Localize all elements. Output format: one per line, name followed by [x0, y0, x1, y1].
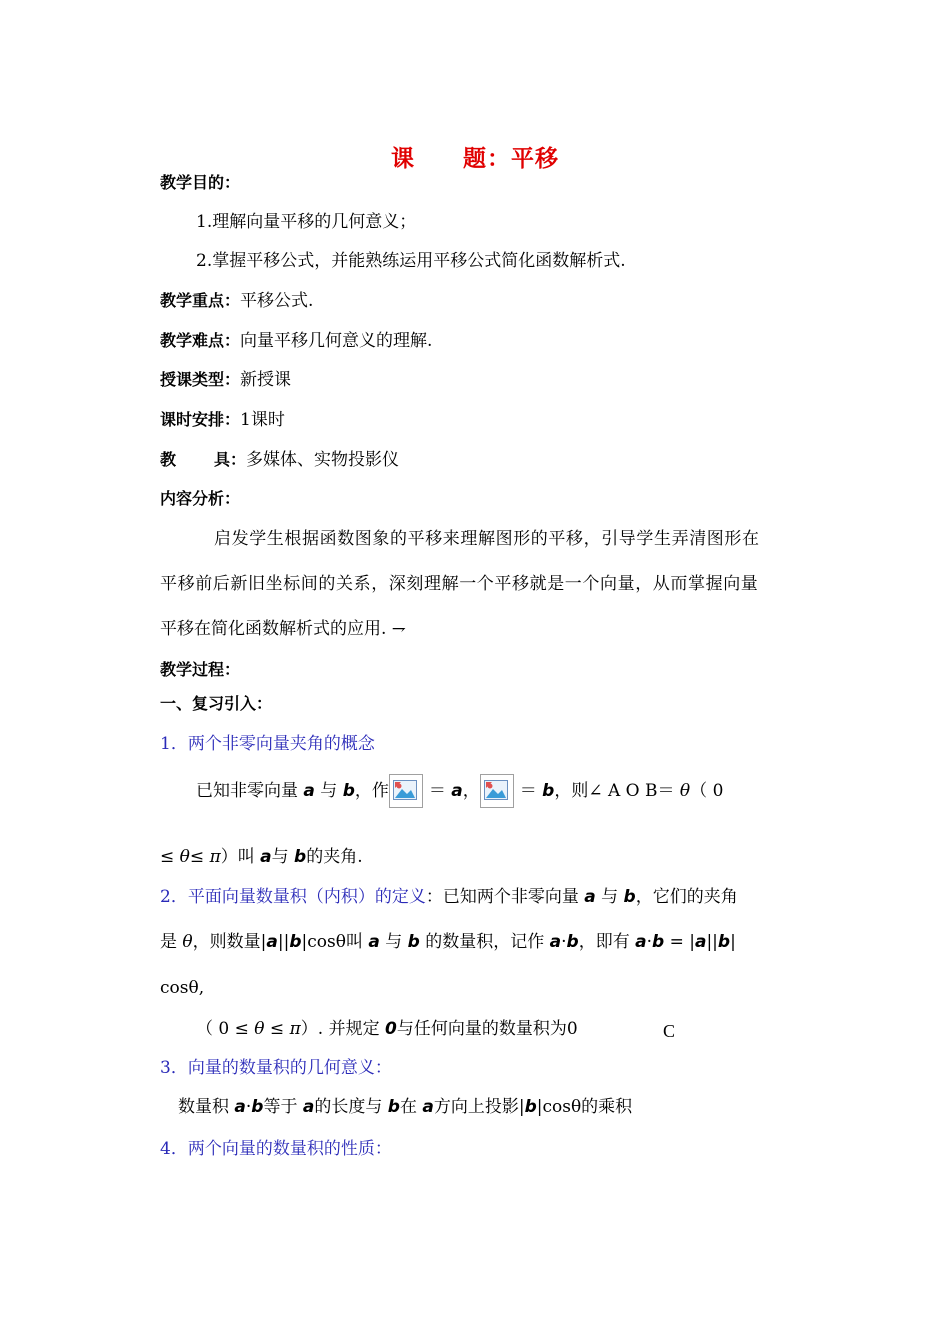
- section-1-line-1: 已知非零向量 a 与 b，作 ＝ a， ＝ b，则∠ A O B＝ θ（ 0: [196, 774, 723, 808]
- section-3-line: 数量积 a·b等于 a的长度与 b在 a方向上投影|b|cosθ的乘积: [178, 1097, 633, 1117]
- broken-image-icon: [389, 774, 423, 808]
- tools: 教 具：多媒体、实物投影仪: [160, 450, 400, 470]
- broken-image-icon: [480, 774, 514, 808]
- analysis-line-3: 平移在简化函数解析式的应用. ⇁: [160, 619, 407, 639]
- key-point: 教学重点：平移公式.: [160, 291, 314, 311]
- analysis-line-1: 启发学生根据函数图象的平移来理解图形的平移，引导学生弄清图形在: [214, 529, 760, 549]
- section-1-line-2: ≤ θ≤ π）叫 a与 b的夹角.: [160, 847, 363, 867]
- section-2-line-1: 2．平面向量数量积（内积）的定义：已知两个非零向量 a 与 b，它们的夹角: [160, 887, 738, 907]
- stray-mark: C: [663, 1021, 676, 1041]
- process-heading: 教学过程：: [160, 660, 241, 679]
- section-4-heading: 4．两个向量的数量积的性质：: [160, 1139, 392, 1159]
- schedule: 课时安排：1课时: [160, 410, 285, 430]
- objective-item-2: 2.掌握平移公式，并能熟练运用平移公式简化函数解析式.: [196, 251, 626, 271]
- section-1-heading: 1．两个非零向量夹角的概念: [160, 734, 375, 754]
- review-heading: 一、复习引入：: [160, 694, 273, 713]
- objectives-heading: 教学目的：: [160, 173, 241, 192]
- page-title: 课 题：平移: [391, 146, 559, 172]
- section-2-line-2: 是 θ，则数量|a||b|cosθ叫 a 与 b 的数量积，记作 a·b，即有 a·b = |a||b|: [160, 932, 736, 952]
- section-3-heading: 3．向量的数量积的几何意义：: [160, 1058, 392, 1078]
- section-2-line-4: （ 0 ≤ θ ≤ π）. 并规定 0与任何向量的数量积为0: [196, 1019, 578, 1039]
- lesson-type: 授课类型：新授课: [160, 370, 292, 390]
- section-2-line-3: cosθ,: [160, 978, 205, 998]
- analysis-heading: 内容分析：: [160, 489, 241, 508]
- objective-item-1: 1.理解向量平移的几何意义；: [196, 212, 417, 232]
- analysis-line-2: 平移前后新旧坐标间的关系，深刻理解一个平移就是一个向量，从而掌握向量: [160, 574, 759, 594]
- difficulty: 教学难点：向量平移几何意义的理解.: [160, 331, 433, 351]
